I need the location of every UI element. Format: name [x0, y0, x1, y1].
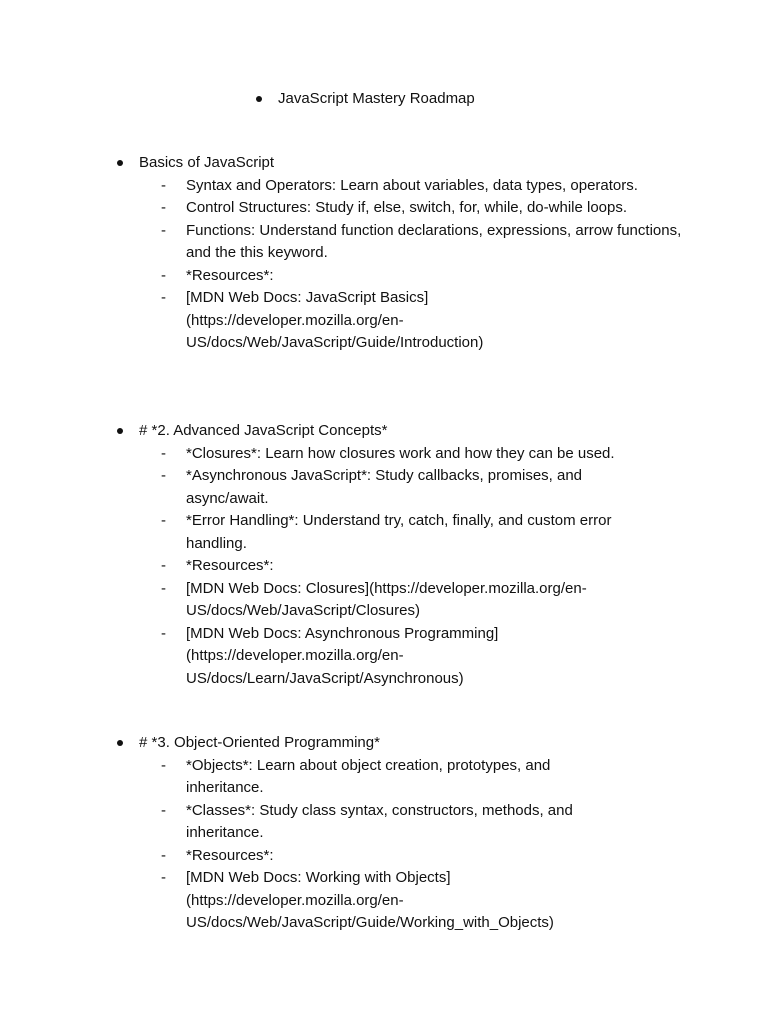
- list-item: [117, 755, 606, 800]
- section-heading-row: [117, 420, 697, 443]
- section-heading: # *3. Object-Oriented Programming*: [139, 734, 380, 751]
- dash-bullet: -: [161, 444, 166, 462]
- list-item: [117, 578, 636, 623]
- dash-bullet: -: [161, 846, 166, 864]
- section-heading: # *2. Advanced JavaScript Concepts*: [139, 422, 388, 439]
- list-item: [117, 443, 686, 466]
- section-heading-row: [117, 152, 697, 175]
- section-item-list: [117, 755, 697, 935]
- dash-bullet: -: [161, 199, 166, 216]
- dash-bullet: -: [161, 869, 166, 886]
- section-item-list: [117, 443, 697, 691]
- list-item: [117, 220, 703, 265]
- bullet-icon: [117, 740, 123, 746]
- list-item-text: Functions: Understand function declarations, expressions, arrow functions, and the this keyword.: [186, 221, 703, 261]
- dash-bullet: -: [161, 624, 166, 642]
- list-item: [117, 845, 686, 868]
- list-item: [117, 555, 686, 578]
- list-item-text: *Resources*:: [186, 846, 274, 864]
- document-title: JavaScript Mastery Roadmap: [278, 90, 475, 107]
- list-item-text: *Objects*: Learn about object creation, prototypes, and inheritance.: [186, 756, 551, 796]
- list-item-text: *Classes*: Study class syntax, constructors, methods, and inheritance.: [186, 801, 573, 841]
- dash-bullet: -: [161, 557, 166, 574]
- dash-bullet: -: [161, 512, 166, 529]
- bullet-icon: [256, 96, 262, 102]
- list-item-text: *Error Handling*: Understand try, catch, finally, and custom error handling.: [186, 512, 612, 552]
- list-item: [117, 197, 686, 220]
- section-heading-row: [117, 732, 697, 755]
- section-basics: [117, 152, 703, 355]
- dash-bullet: -: [161, 579, 166, 597]
- resource-link-text: [MDN Web Docs: Asynchronous Programming](https://developer.mozilla.org/en-US/docs/Learn/JavaScript/Asynchronous): [186, 624, 499, 687]
- list-item: [117, 265, 686, 288]
- section-oop: [117, 732, 697, 935]
- dash-bullet: -: [161, 467, 166, 484]
- dash-bullet: -: [161, 176, 166, 194]
- list-item-text: *Closures*: Learn how closures work and how they can be used.: [186, 444, 615, 462]
- section-heading: Basics of JavaScript: [139, 154, 275, 171]
- list-item: [117, 623, 541, 691]
- list-item: [117, 867, 611, 935]
- list-item: [117, 287, 521, 355]
- resource-link-text: [MDN Web Docs: JavaScript Basics](https://developer.mozilla.org/en-US/docs/Web/JavaScript/Guide/Introduction): [186, 289, 484, 351]
- dash-bullet: -: [161, 801, 166, 819]
- bullet-icon: [117, 428, 123, 434]
- document-title-row: [256, 88, 475, 111]
- dash-bullet: -: [161, 221, 166, 239]
- dash-bullet: -: [161, 289, 166, 306]
- list-item: [117, 800, 616, 845]
- list-item: [117, 175, 686, 198]
- section-item-list: [117, 175, 703, 355]
- bullet-icon: [117, 160, 123, 166]
- list-item-text: Control Structures: Study if, else, switch, for, while, do-while loops.: [186, 199, 628, 216]
- list-item-text: *Resources*:: [186, 266, 274, 284]
- list-item-text: *Asynchronous JavaScript*: Study callbacks, promises, and async/await.: [186, 467, 583, 507]
- resource-link-text: [MDN Web Docs: Closures](https://developer.mozilla.org/en-US/docs/Web/JavaScript/Closures): [186, 579, 587, 619]
- list-item-text: *Resources*:: [186, 557, 274, 574]
- list-item: [117, 510, 664, 555]
- resource-link-text: [MDN Web Docs: Working with Objects](https://developer.mozilla.org/en-US/docs/Web/JavaScript/Guide/Working_with_Objects): [186, 869, 554, 931]
- list-item: [117, 465, 616, 510]
- section-advanced: [117, 420, 697, 690]
- dash-bullet: -: [161, 756, 166, 774]
- dash-bullet: -: [161, 266, 166, 284]
- list-item-text: Syntax and Operators: Learn about variables, data types, operators.: [186, 176, 638, 194]
